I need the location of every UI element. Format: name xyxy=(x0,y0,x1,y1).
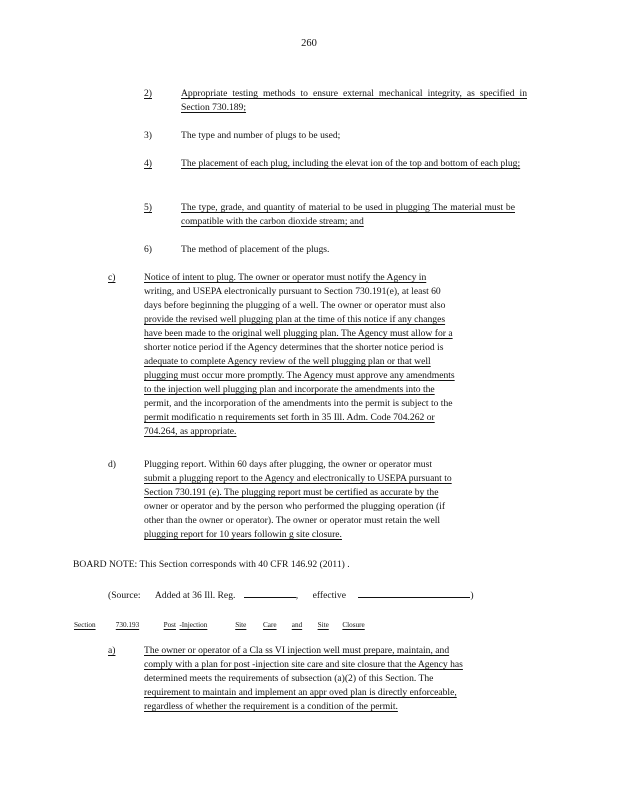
source-effective: effective xyxy=(312,590,346,601)
section-heading xyxy=(74,618,365,632)
title-word: Closure xyxy=(342,621,365,629)
subsection-a xyxy=(108,644,544,714)
register-blank xyxy=(244,587,296,598)
item-text: Appropriate testing methods to ensure external mechanical integrity, as specified in Section 730.189; xyxy=(181,88,527,113)
subsection-body xyxy=(144,271,536,439)
text-line: shorter notice period if the Agency determines that the shorter notice period is xyxy=(144,342,444,353)
source-added: Added at 36 Ill. Reg. xyxy=(154,590,236,601)
effective-date-blank xyxy=(358,587,470,598)
source-close: ) xyxy=(470,590,474,601)
text-line: writing, and USEPA electronically pursuant to Section 730.191(e), at least 60 xyxy=(144,286,441,297)
subsection-label: d) xyxy=(108,459,116,470)
title-word: Site xyxy=(317,621,329,629)
title-word: -Injection xyxy=(179,621,208,629)
item-text: The placement of each plug, including the elevat ion of the top and bottom of each plug; xyxy=(181,158,521,169)
item-text: The type, grade, and quantity of material to be used in plugging The material must be compatible with the carbon dioxide stream; and xyxy=(181,202,515,227)
title-word: Care xyxy=(262,621,277,629)
item-label: 3) xyxy=(144,130,152,141)
subsection-body xyxy=(144,458,536,542)
page-number: 260 xyxy=(301,38,317,49)
text-line: 704.264, as appropriate. xyxy=(144,426,237,437)
text-line: submit a plugging report to the Agency and electronically to USEPA pursuant to xyxy=(144,473,452,484)
text-line: Plugging report. Within 60 days after plugging, the owner or operator must xyxy=(144,459,432,470)
title-word: and xyxy=(291,621,303,629)
list-item xyxy=(144,87,527,115)
text-line: determined meets the requirements of subsection (a)(2) of this Section. The xyxy=(144,673,434,684)
title-word: Post xyxy=(163,621,176,629)
item-text: The method of placement of the plugs. xyxy=(181,244,330,255)
text-line: requirement to maintain and implement an appr oved plan is directly enforceable, xyxy=(144,687,457,698)
text-line: plugging must occur more promptly. The Agency must approve any amendments xyxy=(144,370,455,381)
text-line: plugging report for 10 years followin g site closure. xyxy=(144,529,342,540)
list-item xyxy=(144,243,527,257)
section-number: 730.193 xyxy=(115,621,140,629)
item-label: 5) xyxy=(144,202,152,213)
subsection-body xyxy=(144,644,544,714)
text-line: regardless of whether the requirement is a condition of the permit. xyxy=(144,701,398,712)
text-line: have been made to the original well plugging plan. The Agency must allow for a xyxy=(144,328,453,339)
text-line: to the injection well plugging plan and incorporate the amendments into the xyxy=(144,384,435,395)
item-label: 2) xyxy=(144,88,152,99)
item-text: The type and number of plugs to be used; xyxy=(181,130,341,141)
item-label: 4) xyxy=(144,158,152,169)
list-item xyxy=(144,201,515,229)
list-item xyxy=(144,129,527,143)
source-open: (Source: xyxy=(108,590,141,601)
text-line: comply with a plan for post -injection site care and site closure that the Agency has xyxy=(144,659,463,670)
text-line: adequate to complete Agency review of the well plugging plan or that well xyxy=(144,356,431,367)
text-line: days before beginning the plugging of a well. The owner or operator must also xyxy=(144,300,446,311)
item-label: 6) xyxy=(144,244,152,255)
title-word: Site xyxy=(235,621,247,629)
section-word: Section xyxy=(74,621,96,629)
source-note xyxy=(108,587,474,603)
text-line: owner or operator and by the person who performed the plugging operation (if xyxy=(144,501,446,512)
text-line: permit, and the incorporation of the amendments into the permit is subject to the xyxy=(144,398,453,409)
source-comma: , xyxy=(295,590,299,601)
subsection-label: c) xyxy=(108,272,116,283)
text-line: Section 730.191 (e). The plugging report must be certified as accurate by the xyxy=(144,487,439,498)
subsection-c xyxy=(108,271,536,439)
subsection-label: a) xyxy=(108,645,116,656)
text-line: permit modificatio n requirements set forth in 35 Ill. Adm. Code 704.262 or xyxy=(144,412,435,423)
text-line: provide the revised well plugging plan at the time of this notice if any changes xyxy=(144,314,446,325)
text-line: The owner or operator of a Cla ss VI injection well must prepare, maintain, and xyxy=(144,645,450,656)
list-item xyxy=(144,157,539,171)
board-note: BOARD NOTE: This Section corresponds with 40 CFR 146.92 (2011) . xyxy=(73,559,350,570)
text-line: other than the owner or operator). The owner or operator must retain the well xyxy=(144,515,441,526)
subsection-d xyxy=(108,458,536,542)
text-line: Notice of intent to plug. The owner or operator must notify the Agency in xyxy=(144,272,427,283)
